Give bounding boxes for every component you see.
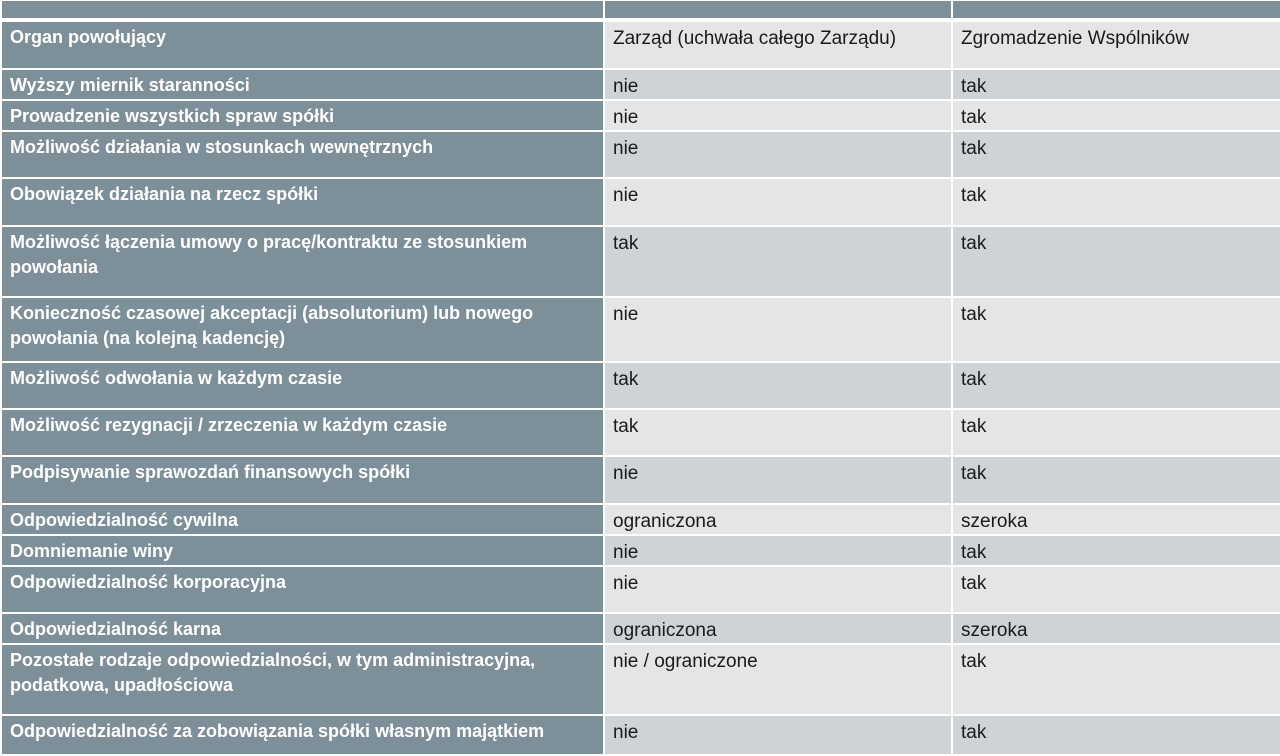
table-row [1, 715, 1280, 755]
table-row [1, 69, 1280, 100]
table-row [1, 362, 1280, 409]
cell-zgromadzenie: Zgromadzenie Wspólników [952, 20, 1280, 69]
row-label: Obowiązek działania na rzecz spółki [1, 178, 604, 226]
table-row [1, 178, 1280, 226]
table-row [1, 131, 1280, 178]
table-row [1, 613, 1280, 644]
cell-zgromadzenie: tak [952, 409, 1280, 456]
row-label: Możliwość działania w stosunkach wewnętrznych [1, 131, 604, 178]
header-cell-criterion [1, 0, 604, 20]
cell-zarzad: nie [604, 100, 952, 131]
cell-zgromadzenie: tak [952, 69, 1280, 100]
cell-zarzad: nie [604, 566, 952, 613]
cell-zarzad: nie [604, 178, 952, 226]
row-label: Konieczność czasowej akceptacji (absolutorium) lub nowego powołania (na kolejną kadencję) [1, 297, 604, 362]
cell-zarzad: tak [604, 409, 952, 456]
table-row [1, 535, 1280, 566]
cell-zarzad: ograniczona [604, 504, 952, 535]
cell-zarzad: nie [604, 715, 952, 755]
table-row [1, 297, 1280, 362]
cell-zgromadzenie: tak [952, 715, 1280, 755]
table-row [1, 226, 1280, 297]
cell-zarzad: Zarząd (uchwała całego Zarządu) [604, 20, 952, 69]
cell-zarzad: tak [604, 226, 952, 297]
cell-zarzad: nie [604, 69, 952, 100]
cell-zgromadzenie: tak [952, 566, 1280, 613]
cell-zgromadzenie: tak [952, 131, 1280, 178]
cell-zgromadzenie: tak [952, 362, 1280, 409]
row-label: Podpisywanie sprawozdań finansowych spółki [1, 456, 604, 504]
row-label: Odpowiedzialność korporacyjna [1, 566, 604, 613]
cell-zgromadzenie: tak [952, 297, 1280, 362]
header-cell-zarzad [604, 0, 952, 20]
row-label: Wyższy miernik staranności [1, 69, 604, 100]
row-label: Domniemanie winy [1, 535, 604, 566]
cell-zgromadzenie: tak [952, 535, 1280, 566]
cell-zgromadzenie: tak [952, 644, 1280, 715]
cell-zarzad: ograniczona [604, 613, 952, 644]
table-row [1, 504, 1280, 535]
row-label: Odpowiedzialność cywilna [1, 504, 604, 535]
row-label: Odpowiedzialność za zobowiązania spółki własnym majątkiem [1, 715, 604, 755]
cell-zgromadzenie: tak [952, 226, 1280, 297]
table-row [1, 456, 1280, 504]
row-label: Możliwość odwołania w każdym czasie [1, 362, 604, 409]
row-label: Pozostałe rodzaje odpowiedzialności, w tym administracyjna, podatkowa, upadłościowa [1, 644, 604, 715]
row-label: Odpowiedzialność karna [1, 613, 604, 644]
cell-zarzad: nie / ograniczone [604, 644, 952, 715]
cell-zarzad: nie [604, 456, 952, 504]
table-row [1, 100, 1280, 131]
cell-zgromadzenie: tak [952, 456, 1280, 504]
table-row [1, 20, 1280, 69]
table-header-row [1, 0, 1280, 20]
row-label: Możliwość łączenia umowy o pracę/kontraktu ze stosunkiem powołania [1, 226, 604, 297]
cell-zarzad: nie [604, 535, 952, 566]
header-cell-zgromadzenie [952, 0, 1280, 20]
table-row [1, 566, 1280, 613]
cell-zgromadzenie: tak [952, 178, 1280, 226]
cell-zarzad: nie [604, 297, 952, 362]
table-row [1, 409, 1280, 456]
cell-zarzad: tak [604, 362, 952, 409]
table-row [1, 644, 1280, 715]
cell-zgromadzenie: szeroka [952, 613, 1280, 644]
cell-zgromadzenie: tak [952, 100, 1280, 131]
cell-zarzad: nie [604, 131, 952, 178]
cell-zgromadzenie: szeroka [952, 504, 1280, 535]
row-label: Możliwość rezygnacji / zrzeczenia w każdym czasie [1, 409, 604, 456]
row-label: Prowadzenie wszystkich spraw spółki [1, 100, 604, 131]
row-label: Organ powołujący [1, 20, 604, 69]
